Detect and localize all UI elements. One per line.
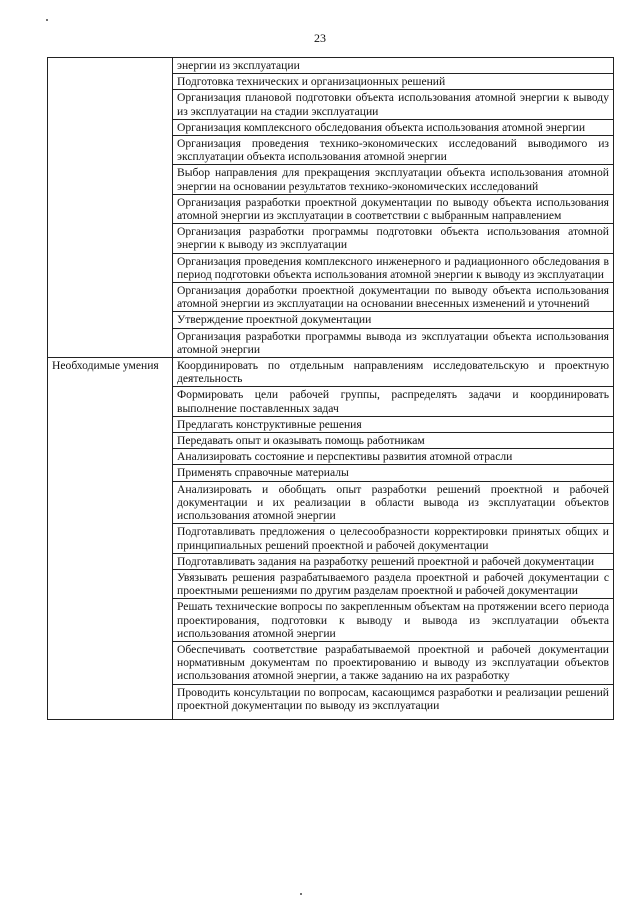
table-cell-item: Организация разработки проектной документации по выводу объекта использования атомной энергии из эксплуатации в соответствии с выбранным направлением — [173, 194, 614, 223]
table-cell-item: Организация разработки программы вывода из эксплуатации объекта использования атомной энергии — [173, 328, 614, 357]
table-cell-item: Анализировать состояние и перспективы развития атомной отрасли — [173, 449, 614, 465]
table-cell-item: Предлагать конструктивные решения — [173, 416, 614, 432]
table-cell-item: Применять справочные материалы — [173, 465, 614, 481]
page-number: 23 — [314, 31, 326, 45]
table-cell-item: Решать технические вопросы по закрепленным объектам на протяжении всего периода проектирования, подготовки к выводу и вывода из эксплуатации объекта использования атомной энергии — [173, 599, 614, 642]
competency-table — [47, 57, 614, 720]
table-cell-item: Выбор направления для прекращения эксплуатации объекта использования атомной энергии на основании результатов технико-экономических исследований — [173, 165, 614, 194]
table-cell-item: Организация комплексного обследования объекта использования атомной энергии — [173, 119, 614, 135]
table-cell-item: Формировать цели рабочей группы, распределять задачи и координировать выполнение поставленных задач — [173, 387, 614, 416]
table-cell-item: Утверждение проектной документации — [173, 312, 614, 328]
table-cell-item: Организация плановой подготовки объекта использования атомной энергии к выводу из эксплуатации на стадии эксплуатации — [173, 90, 614, 119]
table-cell-item: Увязывать решения разрабатываемого раздела проектной и рабочей документации с проектными решениями по другим разделам проектной и рабочей документации — [173, 569, 614, 598]
table-cell-item: Организация проведения комплексного инженерного и радиационного обследования в период подготовки объекта использования атомной энергии к выводу из эксплуатации — [173, 253, 614, 282]
table-cell-item: Проводить консультации по вопросам, касающимся разработки и реализации решений проектной документации по выводу из эксплуатации — [173, 684, 614, 719]
table-row — [48, 58, 614, 74]
scan-speck — [46, 19, 48, 21]
table-cell-item: Координировать по отдельным направлениям исследовательскую и проектную деятельность — [173, 358, 614, 387]
table-row — [48, 358, 614, 387]
table-cell-item: Подготавливать предложения о целесообразности корректировки принятых общих и принципиальных решений проектной и рабочей документации — [173, 524, 614, 553]
table-cell-item: Передавать опыт и оказывать помощь работникам — [173, 433, 614, 449]
section-label-continued — [48, 58, 173, 358]
scan-speck — [300, 893, 302, 895]
section-label-skills: Необходимые умения — [48, 358, 173, 719]
table-cell-item: Обеспечивать соответствие разрабатываемой проектной и рабочей документации нормативным документам по проектированию и выводу из эксплуатации объектов использования атомной энергии, а также заданию на их разработку — [173, 641, 614, 684]
table-cell-item: Подготовка технических и организационных решений — [173, 74, 614, 90]
table-cell-item: Анализировать и обобщать опыт разработки решений проектной и рабочей документации и их реализации в области вывода из эксплуатации объектов использования атомной энергии — [173, 481, 614, 524]
table-cell-item: энергии из эксплуатации — [173, 58, 614, 74]
table-cell-item: Организация проведения технико-экономических исследований выводимого из эксплуатации объекта использования атомной энергии — [173, 136, 614, 165]
table-cell-item: Подготавливать задания на разработку решений проектной и рабочей документации — [173, 553, 614, 569]
table-cell-item: Организация разработки программы подготовки объекта использования атомной энергии к выводу из эксплуатации — [173, 224, 614, 253]
table-cell-item: Организация доработки проектной документации по выводу объекта использования атомной энергии из эксплуатации на основании внесенных изменений и уточнений — [173, 283, 614, 312]
